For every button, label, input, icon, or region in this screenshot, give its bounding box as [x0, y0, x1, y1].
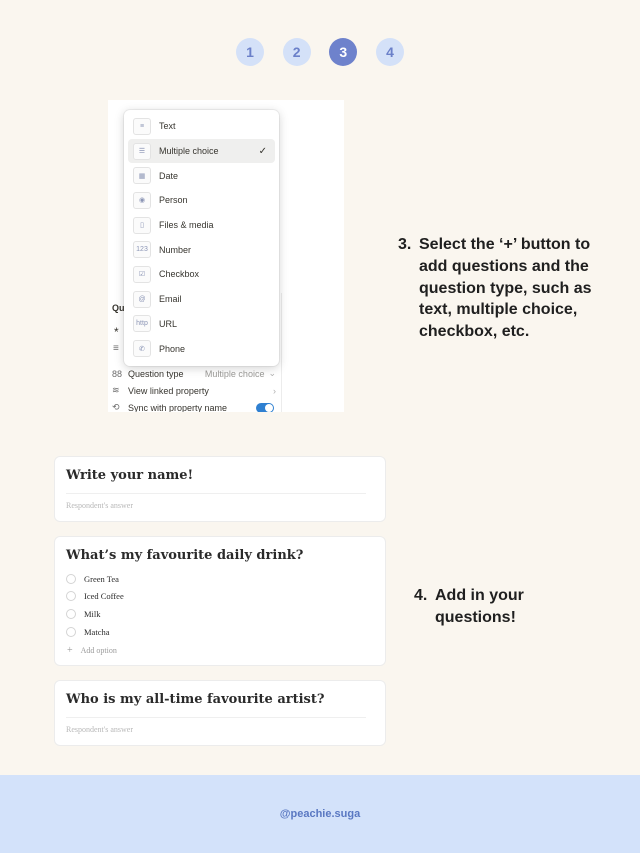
menu-item-label: Number	[159, 244, 192, 255]
menu-item-label: Multiple choice	[159, 146, 219, 157]
menu-item-files-media[interactable]	[124, 213, 279, 238]
menu-item-checkbox[interactable]	[124, 262, 279, 287]
option-green-tea[interactable]	[66, 572, 119, 586]
phone-icon: ✆	[133, 340, 151, 357]
menu-item-date[interactable]	[124, 163, 279, 188]
question-title: Who is my all-time favourite artist?	[66, 692, 325, 707]
caption-text: Add in your questions!	[435, 587, 524, 626]
add-option-button[interactable]	[67, 645, 117, 656]
radio-icon[interactable]	[66, 591, 76, 601]
step-4: 4	[376, 38, 404, 66]
menu-item-multiple-choice[interactable]	[128, 139, 275, 164]
sync-icon: ⟲	[112, 402, 120, 412]
menu-item-label: Phone	[159, 343, 186, 354]
menu-item-url[interactable]	[124, 312, 279, 337]
chevron-down-icon[interactable]: ⌄	[268, 368, 276, 378]
caption-text: Select the ‘+’ button to add questions and the question type, such as text, multiple choice, checkbox, etc.	[419, 236, 592, 341]
file-icon: ▯	[133, 217, 151, 234]
plus-icon: +	[67, 645, 73, 656]
menu-item-label: Email	[159, 294, 182, 305]
author-handle: @peachie.suga	[279, 808, 361, 820]
view-linked-property-label: View linked property	[128, 385, 209, 396]
sync-property-name-row[interactable]	[112, 399, 282, 412]
question-title: What’s my favourite daily drink?	[66, 548, 304, 563]
check-icon: ✓	[258, 145, 267, 157]
step-3-caption	[398, 234, 608, 343]
option-label: Green Tea	[84, 574, 119, 584]
question-type-value[interactable]: Multiple choice	[204, 368, 265, 379]
at-icon: @	[133, 291, 151, 308]
menu-item-number[interactable]	[124, 237, 279, 262]
option-iced-coffee[interactable]	[66, 589, 124, 603]
panel-title: Qu	[112, 303, 125, 313]
sync-toggle[interactable]	[256, 403, 274, 413]
number-icon: 123	[133, 241, 151, 258]
list-icon: ☰	[133, 143, 151, 160]
menu-item-email[interactable]	[124, 287, 279, 312]
grid-icon: 88	[112, 368, 123, 379]
question-type-row[interactable]	[112, 365, 282, 382]
option-label: Iced Coffee	[84, 591, 124, 601]
step-3-active: 3	[329, 38, 357, 66]
option-matcha[interactable]	[66, 625, 110, 639]
person-icon: ◉	[133, 192, 151, 209]
step-4-caption	[414, 585, 564, 629]
step-1: 1	[236, 38, 264, 66]
respondent-answer-field[interactable]: Respondent's answer	[66, 717, 366, 734]
link-icon: http	[133, 315, 151, 332]
menu-item-label: Checkbox	[159, 269, 200, 280]
text-icon: ≡	[133, 118, 151, 135]
database-icon: ≋	[112, 385, 120, 395]
menu-item-label: Date	[159, 170, 179, 181]
option-label: Matcha	[84, 627, 110, 637]
question-type-dropdown	[124, 110, 279, 366]
question-type-label: Question type	[128, 368, 184, 379]
respondent-answer-field[interactable]: Respondent's answer	[66, 493, 366, 510]
option-label: Milk	[84, 609, 101, 619]
checkbox-icon: ☑	[133, 266, 151, 283]
view-linked-property-row[interactable]	[112, 382, 282, 399]
sync-property-name-label: Sync with property name	[128, 402, 228, 412]
menu-item-phone[interactable]	[124, 336, 279, 361]
radio-icon[interactable]	[66, 627, 76, 637]
menu-item-text[interactable]	[124, 114, 279, 139]
calendar-icon: ▦	[133, 167, 151, 184]
add-option-label: Add option	[80, 646, 117, 655]
question-card-drink[interactable]	[54, 536, 386, 666]
step-indicator	[236, 38, 404, 66]
menu-item-person[interactable]	[124, 188, 279, 213]
question-card-artist[interactable]	[54, 680, 386, 746]
question-title: Write your name!	[66, 468, 194, 483]
menu-item-label: Person	[159, 195, 188, 206]
menu-item-label: URL	[159, 318, 178, 329]
step-2: 2	[283, 38, 311, 66]
radio-icon[interactable]	[66, 574, 76, 584]
question-card-name[interactable]	[54, 456, 386, 522]
footer-banner	[0, 775, 640, 853]
description-lines-icon[interactable]: ≡	[113, 343, 119, 354]
required-asterisk-icon[interactable]: *	[114, 325, 119, 339]
chevron-right-icon[interactable]: ›	[273, 385, 276, 396]
caption-number: 3.	[398, 236, 412, 253]
option-milk[interactable]	[66, 607, 101, 621]
radio-icon[interactable]	[66, 609, 76, 619]
caption-number: 4.	[414, 587, 428, 604]
menu-item-label: Files & media	[159, 220, 214, 231]
menu-item-label: Text	[159, 121, 176, 132]
